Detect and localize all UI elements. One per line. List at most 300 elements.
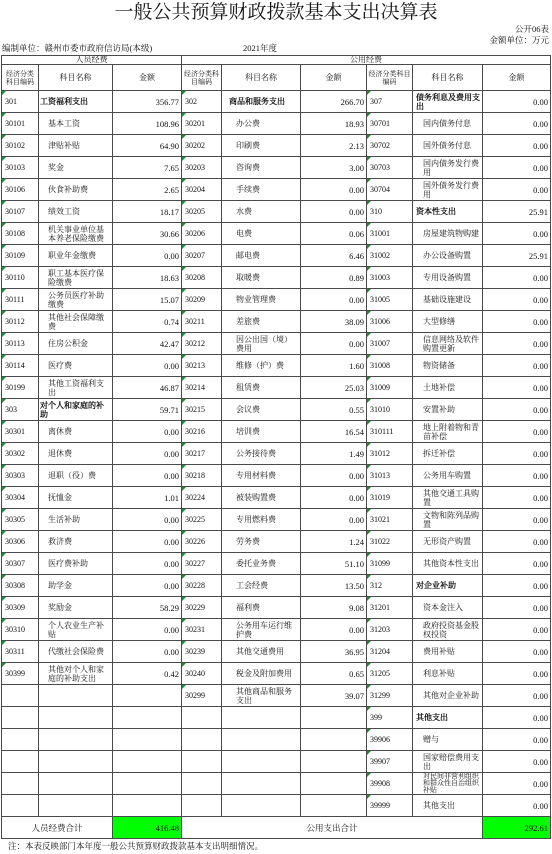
public-left-code: 30217 xyxy=(185,449,205,458)
public-left-code: 30213 xyxy=(185,361,205,370)
personnel-name-cell xyxy=(39,179,113,201)
public-left-amount-cell xyxy=(301,531,367,553)
public-right-name-cell xyxy=(413,487,483,509)
public-right-amount: 0.00 xyxy=(533,228,548,239)
personnel-code: 30106 xyxy=(5,185,25,194)
public-right-amount: 0.00 xyxy=(533,602,548,613)
personnel-amount: 30.66 xyxy=(159,228,179,239)
amount-unit: 金额单位：万元 xyxy=(489,35,549,45)
public-right-code: 31021 xyxy=(370,515,390,524)
public-right-name-cell xyxy=(413,179,483,201)
public-left-amount: 0.00 xyxy=(349,514,364,525)
public-right-code-cell xyxy=(367,707,413,729)
public-left-code-cell xyxy=(182,509,222,531)
public-right-name-cell xyxy=(413,421,483,443)
public-right-name-cell xyxy=(413,685,483,707)
public-left-amount-cell xyxy=(301,201,367,223)
public-left-amount-cell xyxy=(301,465,367,487)
public-left-code: 30212 xyxy=(185,339,205,348)
public-right-amount-cell xyxy=(483,707,551,729)
public-right-amount: 0.00 xyxy=(533,316,548,327)
personnel-code-cell xyxy=(2,333,39,355)
public-right-item-name: 办公设备购置 xyxy=(423,251,471,260)
total-label: 人员经费合计 xyxy=(31,822,83,833)
public-left-amount: 39.07 xyxy=(344,690,364,701)
public-right-amount: 0.00 xyxy=(533,492,548,503)
public-right-amount: 0.00 xyxy=(533,558,548,569)
public-left-code: 30209 xyxy=(185,295,205,304)
public-left-name-cell xyxy=(222,311,301,333)
personnel-code: 30109 xyxy=(5,251,25,260)
public-left-amount-cell xyxy=(301,223,367,245)
public-right-name-cell xyxy=(413,465,483,487)
personnel-name-cell xyxy=(39,729,113,751)
public-left-name-cell xyxy=(222,399,301,421)
public-right-code: 39906 xyxy=(370,735,390,744)
public-left-amount: 16.54 xyxy=(344,426,364,437)
public-right-amount-cell xyxy=(483,641,551,663)
column-label: 科目名称 xyxy=(59,73,92,82)
personnel-amount-cell xyxy=(113,157,182,179)
personnel-code-cell xyxy=(2,355,39,377)
personnel-item-name: 公务员医疗补助缴费 xyxy=(48,290,104,309)
public-right-item-name: 对企业补助 xyxy=(416,581,456,590)
public-right-code: 31010 xyxy=(370,405,390,414)
public-left-name-cell xyxy=(222,707,301,729)
personnel-total-amount xyxy=(113,817,182,839)
personnel-amount-cell xyxy=(113,223,182,245)
personnel-code: 30101 xyxy=(5,119,25,128)
public-right-code-cell xyxy=(367,377,413,399)
public-right-name-cell xyxy=(413,531,483,553)
personnel-item-name: 对个人和家庭的补助 xyxy=(40,400,104,419)
public-left-code-cell xyxy=(182,619,222,641)
public-total-amount xyxy=(483,817,551,839)
public-left-name-cell xyxy=(222,267,301,289)
personnel-code-cell xyxy=(2,245,39,267)
public-left-item-name: 电费 xyxy=(236,229,252,238)
fiscal-year: 2021年度 xyxy=(243,43,278,53)
public-left-amount-cell xyxy=(301,663,367,685)
public-right-name-cell xyxy=(413,707,483,729)
personnel-item-name: 个人农业生产补贴 xyxy=(48,620,104,639)
personnel-amount: 0.00 xyxy=(164,448,179,459)
public-left-code-cell xyxy=(182,751,222,773)
public-right-amount: 0.00 xyxy=(533,580,548,591)
personnel-name-cell xyxy=(39,421,113,443)
public-right-amount: 0.00 xyxy=(533,162,548,173)
personnel-name-cell xyxy=(39,641,113,663)
personnel-code-cell xyxy=(2,641,39,663)
public-right-amount-cell xyxy=(483,729,551,751)
personnel-code-cell xyxy=(2,179,39,201)
public-left-code-cell xyxy=(182,267,222,289)
personnel-amount: 0.00 xyxy=(164,360,179,371)
public-left-code-cell xyxy=(182,377,222,399)
public-right-item-name: 国家赔偿费用支出 xyxy=(423,752,479,771)
total-value: 416.48 xyxy=(155,822,179,833)
public-right-name-cell xyxy=(413,553,483,575)
public-right-item-name: 对民间非营利组织和群众性自治组织补贴 xyxy=(423,773,479,794)
public-left-amount: 51.10 xyxy=(344,558,364,569)
public-left-amount-cell xyxy=(301,575,367,597)
personnel-name-cell xyxy=(39,487,113,509)
public-right-item-name: 利息补贴 xyxy=(423,669,455,678)
personnel-code-cell xyxy=(2,795,39,817)
personnel-amount: 0.00 xyxy=(164,558,179,569)
personnel-amount-cell xyxy=(113,663,182,685)
public-right-code-cell xyxy=(367,267,413,289)
public-left-name-cell xyxy=(222,487,301,509)
column-label: 金额 xyxy=(508,73,525,82)
public-left-code-cell xyxy=(182,663,222,685)
public-right-amount-cell xyxy=(483,443,551,465)
compiling-unit: 编制单位：赣州市委市政府信访局(本级) xyxy=(2,43,153,53)
personnel-code-cell xyxy=(2,597,39,619)
public-left-name-cell xyxy=(222,223,301,245)
public-left-code-cell xyxy=(182,311,222,333)
personnel-amount-cell xyxy=(113,465,182,487)
public-left-amount-cell xyxy=(301,773,367,795)
public-right-code: 31099 xyxy=(370,559,390,568)
public-left-code-cell xyxy=(182,355,222,377)
public-right-amount: 0.00 xyxy=(533,690,548,701)
public-left-code: 30207 xyxy=(185,251,205,260)
personnel-code-cell xyxy=(2,663,39,685)
public-right-item-name: 公务用车购置 xyxy=(423,471,471,480)
public-right-amount: 0.00 xyxy=(533,470,548,481)
public-left-code-cell xyxy=(182,795,222,817)
personnel-code: 30309 xyxy=(5,603,25,612)
personnel-amount-cell xyxy=(113,751,182,773)
public-right-item-name: 无形资产购置 xyxy=(423,537,471,546)
public-right-item-name: 文物和陈列品购置 xyxy=(423,510,479,529)
public-left-code: 30226 xyxy=(185,537,205,546)
public-left-code-cell xyxy=(182,443,222,465)
column-label: 经济分类科目编码 xyxy=(184,69,219,86)
public-right-code: 39907 xyxy=(370,757,390,766)
public-left-code: 30227 xyxy=(185,559,205,568)
public-left-code: 30211 xyxy=(185,317,205,326)
personnel-code: 30111 xyxy=(5,295,25,304)
public-right-item-name: 房屋建筑物购建 xyxy=(423,229,479,238)
personnel-amount-cell xyxy=(113,707,182,729)
public-right-amount-cell xyxy=(483,531,551,553)
personnel-code: 30306 xyxy=(5,537,25,546)
public-left-amount: 6.46 xyxy=(349,250,364,261)
personnel-amount-cell xyxy=(113,443,182,465)
public-left-code: 30202 xyxy=(185,141,205,150)
public-left-code: 30204 xyxy=(185,185,205,194)
public-right-amount-cell xyxy=(483,311,551,333)
public-left-amount: 1.24 xyxy=(349,536,364,547)
public-left-item-name: 税金及附加费用 xyxy=(236,669,292,678)
form-number: 公开06表 xyxy=(514,24,549,34)
public-right-amount: 0.00 xyxy=(533,96,548,107)
public-right-name-header xyxy=(413,65,483,91)
public-left-name-cell xyxy=(222,377,301,399)
personnel-code: 30311 xyxy=(5,647,25,656)
public-right-amount-cell xyxy=(483,355,551,377)
public-left-amount: 0.00 xyxy=(349,470,364,481)
public-right-name-cell xyxy=(413,641,483,663)
public-left-name-cell xyxy=(222,157,301,179)
public-right-name-cell xyxy=(413,91,483,113)
personnel-name-cell xyxy=(39,575,113,597)
personnel-name-cell xyxy=(39,245,113,267)
personnel-amount: 58.29 xyxy=(159,602,179,613)
public-right-item-name: 信息网络及软件购置更新 xyxy=(423,334,479,353)
personnel-code-cell xyxy=(2,201,39,223)
public-right-code: 31005 xyxy=(370,295,390,304)
public-right-amount: 0.00 xyxy=(533,756,548,767)
public-left-name-cell xyxy=(222,685,301,707)
public-left-name-cell xyxy=(222,465,301,487)
personnel-amount-cell xyxy=(113,333,182,355)
public-left-code-cell xyxy=(182,289,222,311)
public-left-amount-cell xyxy=(301,795,367,817)
public-right-code-cell xyxy=(367,597,413,619)
public-left-item-name: 其他交通费用 xyxy=(236,647,284,656)
public-left-code-cell xyxy=(182,399,222,421)
public-left-name-cell xyxy=(222,773,301,795)
personnel-amount: 0.00 xyxy=(164,536,179,547)
public-right-name-cell xyxy=(413,729,483,751)
personnel-amount-cell xyxy=(113,421,182,443)
public-right-item-name: 基础设施建设 xyxy=(423,295,471,304)
public-left-code-cell xyxy=(182,223,222,245)
public-left-code-cell xyxy=(182,553,222,575)
personnel-code: 30310 xyxy=(5,625,25,634)
public-left-amount-cell xyxy=(301,267,367,289)
personnel-code: 301 xyxy=(5,97,17,106)
public-right-amount-cell xyxy=(483,179,551,201)
public-total-label xyxy=(182,817,483,839)
personnel-code: 303 xyxy=(5,405,17,414)
public-right-amount: 0.00 xyxy=(533,140,548,151)
personnel-code-cell xyxy=(2,531,39,553)
personnel-total-label xyxy=(2,817,113,839)
public-left-code: 30231 xyxy=(185,625,205,634)
public-left-name-cell xyxy=(222,289,301,311)
public-right-amount: 0.00 xyxy=(533,426,548,437)
public-left-code-cell xyxy=(182,201,222,223)
personnel-name-cell xyxy=(39,135,113,157)
public-left-name-cell xyxy=(222,113,301,135)
public-left-amount-cell xyxy=(301,245,367,267)
public-right-amount: 25.91 xyxy=(528,206,548,217)
personnel-name-cell xyxy=(39,663,113,685)
public-right-name-cell xyxy=(413,663,483,685)
public-right-name-cell xyxy=(413,289,483,311)
public-right-item-name: 土地补偿 xyxy=(423,383,455,392)
public-left-name-cell xyxy=(222,663,301,685)
public-right-code: 31007 xyxy=(370,339,390,348)
public-right-code: 39908 xyxy=(370,779,390,788)
public-left-name-cell xyxy=(222,91,301,113)
public-right-amount-cell xyxy=(483,575,551,597)
public-right-name-cell xyxy=(413,311,483,333)
personnel-amount: 18.17 xyxy=(159,206,179,217)
personnel-code: 30107 xyxy=(5,207,25,216)
public-left-code: 30205 xyxy=(185,207,205,216)
column-label: 金额 xyxy=(325,73,342,82)
public-right-item-name: 政府投资基金股权投资 xyxy=(423,620,479,639)
personnel-item-name: 医疗费 xyxy=(48,361,72,370)
public-right-item-name: 其他支出 xyxy=(423,801,455,810)
public-left-amount-cell xyxy=(301,333,367,355)
personnel-code: 30114 xyxy=(5,361,25,370)
personnel-code: 30302 xyxy=(5,449,25,458)
public-left-amount-cell xyxy=(301,135,367,157)
personnel-name-cell xyxy=(39,707,113,729)
personnel-code: 30305 xyxy=(5,515,25,524)
public-right-item-name: 费用补贴 xyxy=(423,647,455,656)
personnel-item-name: 奖金 xyxy=(48,163,64,172)
personnel-code-cell xyxy=(2,91,39,113)
public-left-amount: 1.60 xyxy=(349,360,364,371)
public-left-item-name: 福利费 xyxy=(236,603,260,612)
public-right-amount-cell xyxy=(483,465,551,487)
personnel-code-cell xyxy=(2,377,39,399)
public-right-amount: 0.00 xyxy=(533,360,548,371)
public-left-amount: 0.00 xyxy=(349,206,364,217)
public-right-amount: 0.00 xyxy=(533,712,548,723)
personnel-name-cell xyxy=(39,751,113,773)
public-right-item-name: 国内债务发行费用 xyxy=(423,158,479,177)
personnel-amount-cell xyxy=(113,641,182,663)
personnel-code: 30108 xyxy=(5,229,25,238)
public-right-name-cell xyxy=(413,223,483,245)
personnel-code-cell xyxy=(2,421,39,443)
public-right-code: 31008 xyxy=(370,361,390,370)
public-left-amount-cell xyxy=(301,751,367,773)
personnel-amount: 7.65 xyxy=(164,162,179,173)
personnel-name-cell xyxy=(39,773,113,795)
public-right-amount: 0.00 xyxy=(533,646,548,657)
personnel-code-cell xyxy=(2,311,39,333)
personnel-item-name: 住房公积金 xyxy=(48,339,88,348)
personnel-amount-cell xyxy=(113,685,182,707)
public-right-item-name: 国外债务付息 xyxy=(423,141,471,150)
personnel-name-cell xyxy=(39,619,113,641)
public-left-code-header xyxy=(182,65,222,91)
public-left-item-name: 办公费 xyxy=(236,119,260,128)
public-right-amount-cell xyxy=(483,245,551,267)
public-right-amount-cell xyxy=(483,399,551,421)
public-right-code-cell xyxy=(367,487,413,509)
public-left-amount-cell xyxy=(301,355,367,377)
public-right-code: 39999 xyxy=(370,801,390,810)
public-left-item-name: 取暖费 xyxy=(236,273,260,282)
public-right-amount-cell xyxy=(483,421,551,443)
public-right-code-cell xyxy=(367,751,413,773)
public-right-code-cell xyxy=(367,641,413,663)
public-left-code-cell xyxy=(182,135,222,157)
public-right-amount: 0.00 xyxy=(533,118,548,129)
public-left-name-cell xyxy=(222,619,301,641)
public-right-amount-cell xyxy=(483,91,551,113)
public-right-amount: 0.00 xyxy=(533,514,548,525)
personnel-name-cell xyxy=(39,795,113,817)
public-left-amount: 1.49 xyxy=(349,448,364,459)
public-right-code-cell xyxy=(367,443,413,465)
public-right-code-cell xyxy=(367,729,413,751)
public-right-code-cell xyxy=(367,773,413,795)
personnel-amount-cell xyxy=(113,531,182,553)
personnel-amount-cell xyxy=(113,509,182,531)
public-left-amount: 18.93 xyxy=(344,118,364,129)
public-left-item-name: 邮电费 xyxy=(236,251,260,260)
public-left-code-cell xyxy=(182,179,222,201)
public-right-amount: 0.00 xyxy=(533,338,548,349)
personnel-name-cell xyxy=(39,157,113,179)
public-right-item-name: 其他资本性支出 xyxy=(423,559,479,568)
public-right-code: 30703 xyxy=(370,163,390,172)
personnel-name-cell xyxy=(39,91,113,113)
column-label: 经济分类科目编码 xyxy=(368,69,411,86)
personnel-code-cell xyxy=(2,553,39,575)
public-right-item-name: 其他对企业补助 xyxy=(423,691,479,700)
personnel-amount: 2.65 xyxy=(164,184,179,195)
public-left-amount-cell xyxy=(301,113,367,135)
public-right-code-cell xyxy=(367,663,413,685)
public-right-item-name: 安置补助 xyxy=(423,405,455,414)
public-left-code: 30203 xyxy=(185,163,205,172)
public-right-code: 31019 xyxy=(370,493,390,502)
personnel-item-name: 职业年金缴费 xyxy=(48,251,96,260)
public-right-code: 31006 xyxy=(370,317,390,326)
public-right-amount-cell xyxy=(483,751,551,773)
public-right-code-cell xyxy=(367,311,413,333)
public-right-item-name: 其他支出 xyxy=(416,713,448,722)
public-right-code: 31022 xyxy=(370,537,390,546)
public-left-amount: 0.89 xyxy=(349,272,364,283)
public-right-name-cell xyxy=(413,443,483,465)
personnel-amount-cell xyxy=(113,773,182,795)
public-right-name-cell xyxy=(413,773,483,795)
public-left-amount-cell xyxy=(301,619,367,641)
personnel-code-cell xyxy=(2,443,39,465)
public-right-code: 31002 xyxy=(370,251,390,260)
public-left-amount: 3.00 xyxy=(349,162,364,173)
public-right-amount-cell xyxy=(483,553,551,575)
personnel-amount-cell xyxy=(113,289,182,311)
public-left-code: 30214 xyxy=(185,383,205,392)
personnel-code: 30303 xyxy=(5,471,25,480)
public-left-code-cell xyxy=(182,685,222,707)
public-right-item-name: 专用设备购置 xyxy=(423,273,471,282)
public-left-name-cell xyxy=(222,443,301,465)
personnel-item-name: 医疗费补助 xyxy=(48,559,88,568)
public-left-name-cell xyxy=(222,245,301,267)
public-left-code: 302 xyxy=(185,97,197,106)
public-left-code-cell xyxy=(182,729,222,751)
public-left-code: 30228 xyxy=(185,581,205,590)
public-right-amount-cell xyxy=(483,509,551,531)
personnel-group-header xyxy=(2,56,182,65)
public-right-code-cell xyxy=(367,113,413,135)
public-right-amount-cell xyxy=(483,135,551,157)
personnel-code: 30399 xyxy=(5,669,25,678)
public-right-code: 312 xyxy=(370,581,382,590)
public-left-amount: 0.65 xyxy=(349,668,364,679)
public-right-code-cell xyxy=(367,509,413,531)
public-right-amount: 25.91 xyxy=(528,250,548,261)
personnel-item-name: 其他工资福利支出 xyxy=(48,378,104,397)
public-right-name-cell xyxy=(413,377,483,399)
public-left-code: 30206 xyxy=(185,229,205,238)
